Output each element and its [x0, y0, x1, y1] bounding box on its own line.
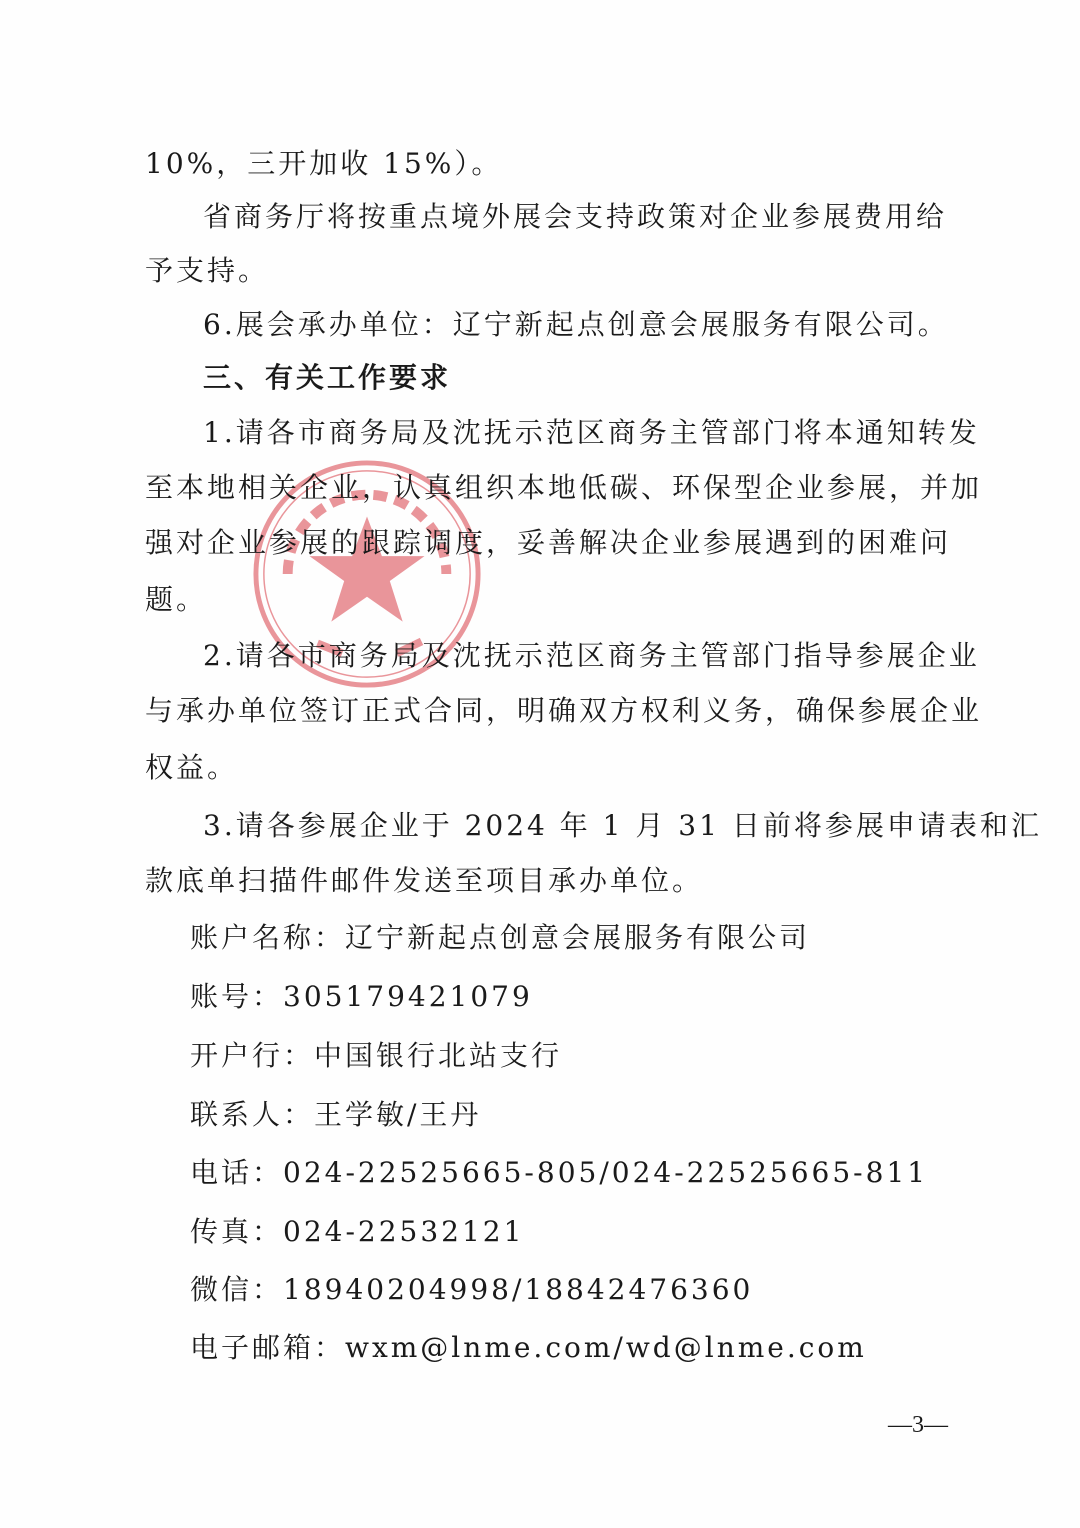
wechat-line: 微信：18940204998/18842476360 — [190, 1273, 754, 1306]
bank-line: 开户行：中国银行北站支行 — [190, 1039, 563, 1072]
contact-line: 联系人：王学敏/王丹 — [190, 1098, 482, 1131]
section-heading: 三、有关工作要求 — [203, 361, 452, 394]
text-line: 至本地相关企业，认真组织本地低碳、环保型企业参展，并加 — [145, 471, 983, 504]
fax-line: 传真：024-22532121 — [190, 1215, 525, 1248]
account-name-line: 账户名称：辽宁新起点创意会展服务有限公司 — [190, 921, 811, 954]
text-line: 10%，三开加收 15%）。 — [145, 147, 503, 180]
text-line: 2.请各市商务局及沈抚示范区商务主管部门指导参展企业 — [203, 639, 980, 672]
page-number: —3— — [888, 1412, 948, 1438]
text-line: 省商务厅将按重点境外展会支持政策对企业参展费用给 — [203, 200, 948, 233]
text-line: 6.展会承办单位：辽宁新起点创意会展服务有限公司。 — [203, 308, 949, 341]
text-line: 权益。 — [145, 751, 239, 784]
text-line: 与承办单位签订正式合同，明确双方权利义务，确保参展企业 — [145, 694, 983, 727]
text-line: 1.请各市商务局及沈抚示范区商务主管部门将本通知转发 — [203, 416, 980, 449]
text-line: 强对企业参展的跟踪调度，妥善解决企业参展遇到的困难问 — [145, 526, 952, 559]
account-number-line: 账号：305179421079 — [190, 980, 533, 1013]
text-line: 3.请各参展企业于 2024 年 1 月 31 日前将参展申请表和汇 — [203, 809, 1042, 842]
text-line: 题。 — [145, 583, 208, 616]
text-line: 款底单扫描件邮件发送至项目承办单位。 — [145, 864, 704, 897]
phone-line: 电话：024-22525665-805/024-22525665-811 — [190, 1156, 929, 1189]
text-line: 予支持。 — [145, 254, 270, 287]
email-line: 电子邮箱：wxm@lnme.com/wd@lnme.com — [190, 1331, 867, 1364]
